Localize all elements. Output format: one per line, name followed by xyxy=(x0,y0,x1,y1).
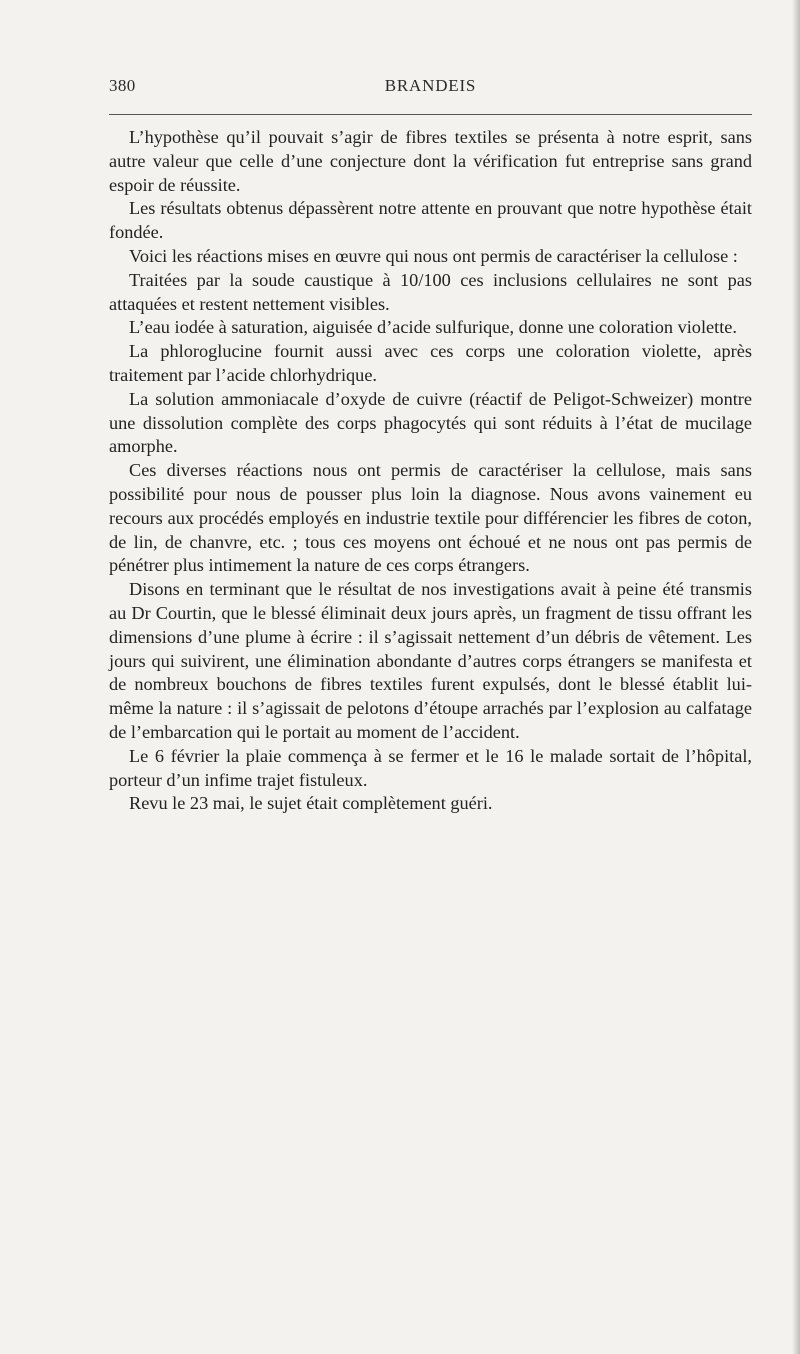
paragraph: L’eau iodée à saturation, aiguisée d’acide sulfurique, donne une coloration violette. xyxy=(129,317,737,338)
paragraph: La solution ammoniacale d’oxyde de cuivre (réactif de Peligot-Schweizer) montre une dissolution complète des corps phagocytés qui sont réduits à l’état de mucilage amorphe. xyxy=(109,388,752,457)
header-rule xyxy=(109,114,752,115)
paragraph: Voici les réactions mises en œuvre qui nous ont permis de caractériser la cellulose : xyxy=(129,245,738,266)
paragraph: Le 6 février la plaie commença à se fermer et le 16 le malade sortait de l’hôpital, porteur d’un infime trajet fistuleux. xyxy=(109,745,752,790)
paragraph: La phloroglucine fournit aussi avec ces corps une coloration violette, après traitement par l’acide chlorhydrique. xyxy=(109,341,752,385)
paragraph: Revu le 23 mai, le sujet était complètement guéri. xyxy=(129,793,493,814)
page-edge-shadow xyxy=(792,0,800,1354)
paragraph: Traitées par la soude caustique à 10/100 ces inclusions cellulaires ne sont pas attaquées et restent nettement visibles. xyxy=(109,269,752,314)
running-head xyxy=(109,76,752,100)
body-text xyxy=(109,126,752,816)
paragraph: Les résultats obtenus dépassèrent notre attente en prouvant que notre hypothèse était fondée. xyxy=(109,198,752,243)
paragraph: Ces diverses réactions nous ont permis de caractériser la cellulose, mais sans possibilité pour nous de pousser plus loin la diagnose. Nous avons vainement eu recours aux procédés employés en industrie textile pour différencier les fibres de coton, de lin, de chanvre, etc. ; tous ces moyens ont échoué et ne nous ont pas permis de pénétrer plus intimement la nature de ces corps étrangers. xyxy=(109,460,752,576)
running-title: BRANDEIS xyxy=(384,76,477,95)
page-number: 380 xyxy=(109,76,136,95)
paragraph: L’hypothèse qu’il pouvait s’agir de fibres textiles se présenta à notre esprit, sans autre valeur que celle d’une conjecture dont la vérification fut entreprise sans grand espoir de réussite. xyxy=(109,127,752,195)
paragraph: Disons en terminant que le résultat de nos investigations avait à peine été transmis au Dr Courtin, que le blessé éliminait deux jours après, un fragment de tissu offrant les dimensions d’une plume à écrire : il s’agissait nettement d’un débris de vêtement. Les jours qui suivirent, une élimination abondante d’autres corps étrangers se manifesta et de nombreux bouchons de fibres textiles furent expulsés, dont le blessé établit lui-même la nature : il s’agissait de pelotons d’étoupe arrachés par l’explosion au calfatage de l’embarcation qui le portait au moment de l’accident. xyxy=(109,579,752,742)
